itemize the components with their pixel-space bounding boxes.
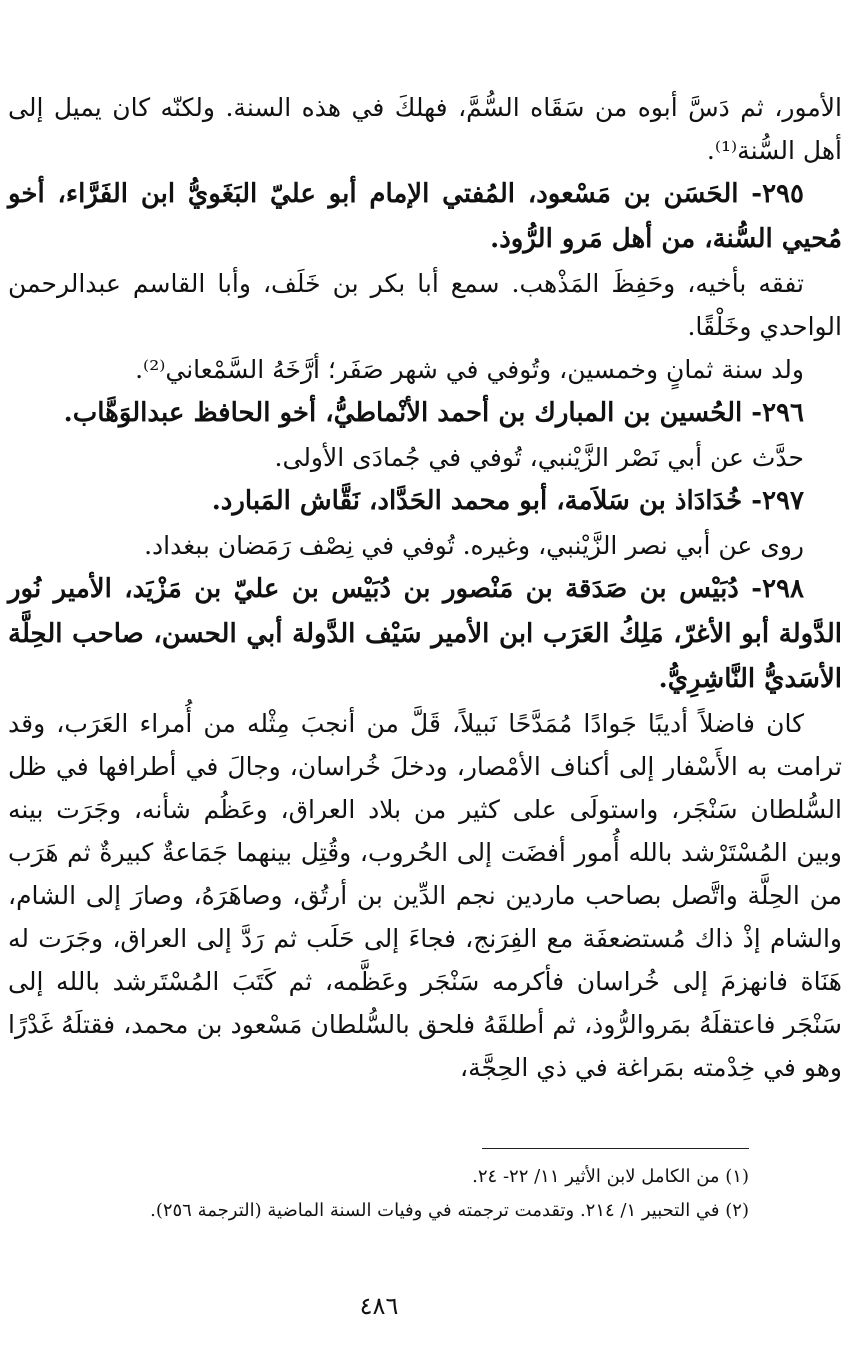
entry-heading-298: ٢٩٨- دُبَيْس بن صَدَقة بن مَنْصور بن دُبَيْس بن عليّ بن مَزْيَد، الأمير نُور الدَّولة أبو الأغرّ، مَلِكُ العَرَب ابن الأمير سَيْف الدَّولة أبي الحسن، صاحب الحِلَّة الأسَديُّ النَّاشِرِيُّ.: [8, 574, 842, 694]
entry-text-298: كان فاضلاً أديبًا جَوادًا مُمَدَّحًا نَبيلاً، قَلَّ من أنجبَ مِثْله من أُمراء العَرَب، وقد ترامت به الأَسْفار إلى أكناف الأمْصار، ودخلَ خُراسان، وجالَ في أطرافها في ظل السُّلطان سَنْجَر، واستولَى على كثير من بلاد العراق، وعَظُم شأنه، وجَرَت بينه وبين المُسْتَرْشد بالله أُمور أفضَت إلى الحُروب، وقُتِل بينهما جَمَاعةٌ كبيرةٌ ثم هَرَب من الحِلَّة واتَّصل بصاحب ماردين نجم الدِّين بن أرتُق، وصاهَرَهُ، وصارَ إلى الشام، والشام إذْ ذاك مُستضعفَة مع الفِرَنج، فجاءَ إلى حَلَب ثم رَدَّ إلى العراق، وجَرَت له هَنَاة فانهزمَ إلى خُراسان فأكرمه سَنْجَر وعَظَّمه، ثم كَتَبَ المُسْتَرشد بالله إلى سَنْجَر فاعتقلَهُ بمَروالرُّوذ، ثم أطلقَهُ فلحق بالسُّلطان مَسْعود بن محمد، فقتلَهُ غَدْرًا وهو في خِدْمته بمَراغة في ذي الحِجَّة،: [8, 709, 842, 1082]
entry-text-295-a: تفقه بأخيه، وحَفِظَ المَذْهب. سمع أبا بكر بن خَلَف، وأبا القاسم عبدالرحمن الواحدي وخَلْقًا.: [8, 269, 842, 341]
entry-heading-297: ٢٩٧- خُدَادَاذ بن سَلاَمة، أبو محمد الحَدَّاد، نَقَّاش المَبارد.: [211, 486, 804, 516]
entry-heading-295: ٢٩٥- الحَسَن بن مَسْعود، المُفتي الإمام أبو عليّ البَغَويُّ ابن الفَرَّاء، أخو مُحيي السُّنة، من أهل مَرو الرُّوذ.: [8, 179, 842, 254]
entry-text-296: حدَّث عن أبي نَصْر الزَّيْنبي، تُوفي في جُمادَى الأولى.: [274, 443, 804, 472]
entry-text-297: روى عن أبي نصر الزَّيْنبي، وغيره. تُوفي في نِصْف رَمَضان ببغداد.: [144, 531, 804, 560]
main-text: [8, 86, 842, 1089]
paragraph-continuation: الأمور، ثم دَسَّ أبوه من سَقَاه السُّمَّ، فهلكَ في هذه السنة. ولكنّه كان يميل إلى أهل السُّنة⁽¹⁾.: [8, 93, 842, 165]
footnote-divider: [482, 1148, 749, 1149]
entry-text-295-b: ولد سنة ثمانٍ وخمسين، وتُوفي في شهر صَفَر؛ أرَّخَهُ السَّمْعاني⁽²⁾.: [135, 355, 804, 384]
footnotes: [70, 1160, 749, 1228]
footnote-2: (٢) في التحبير ١/ ٢١٤. وتقدمت ترجمته في وفيات السنة الماضية (الترجمة ٢٥٦).: [150, 1200, 749, 1221]
footnote-1: (١) من الكامل لابن الأثير ١١/ ٢٢- ٢٤.: [472, 1166, 749, 1187]
page-number: ٤٨٦: [359, 1292, 399, 1320]
entry-heading-296: ٢٩٦- الحُسين بن المبارك بن أحمد الأنْماطيُّ، أخو الحافظ عبدالوَهَّاب.: [63, 398, 804, 428]
